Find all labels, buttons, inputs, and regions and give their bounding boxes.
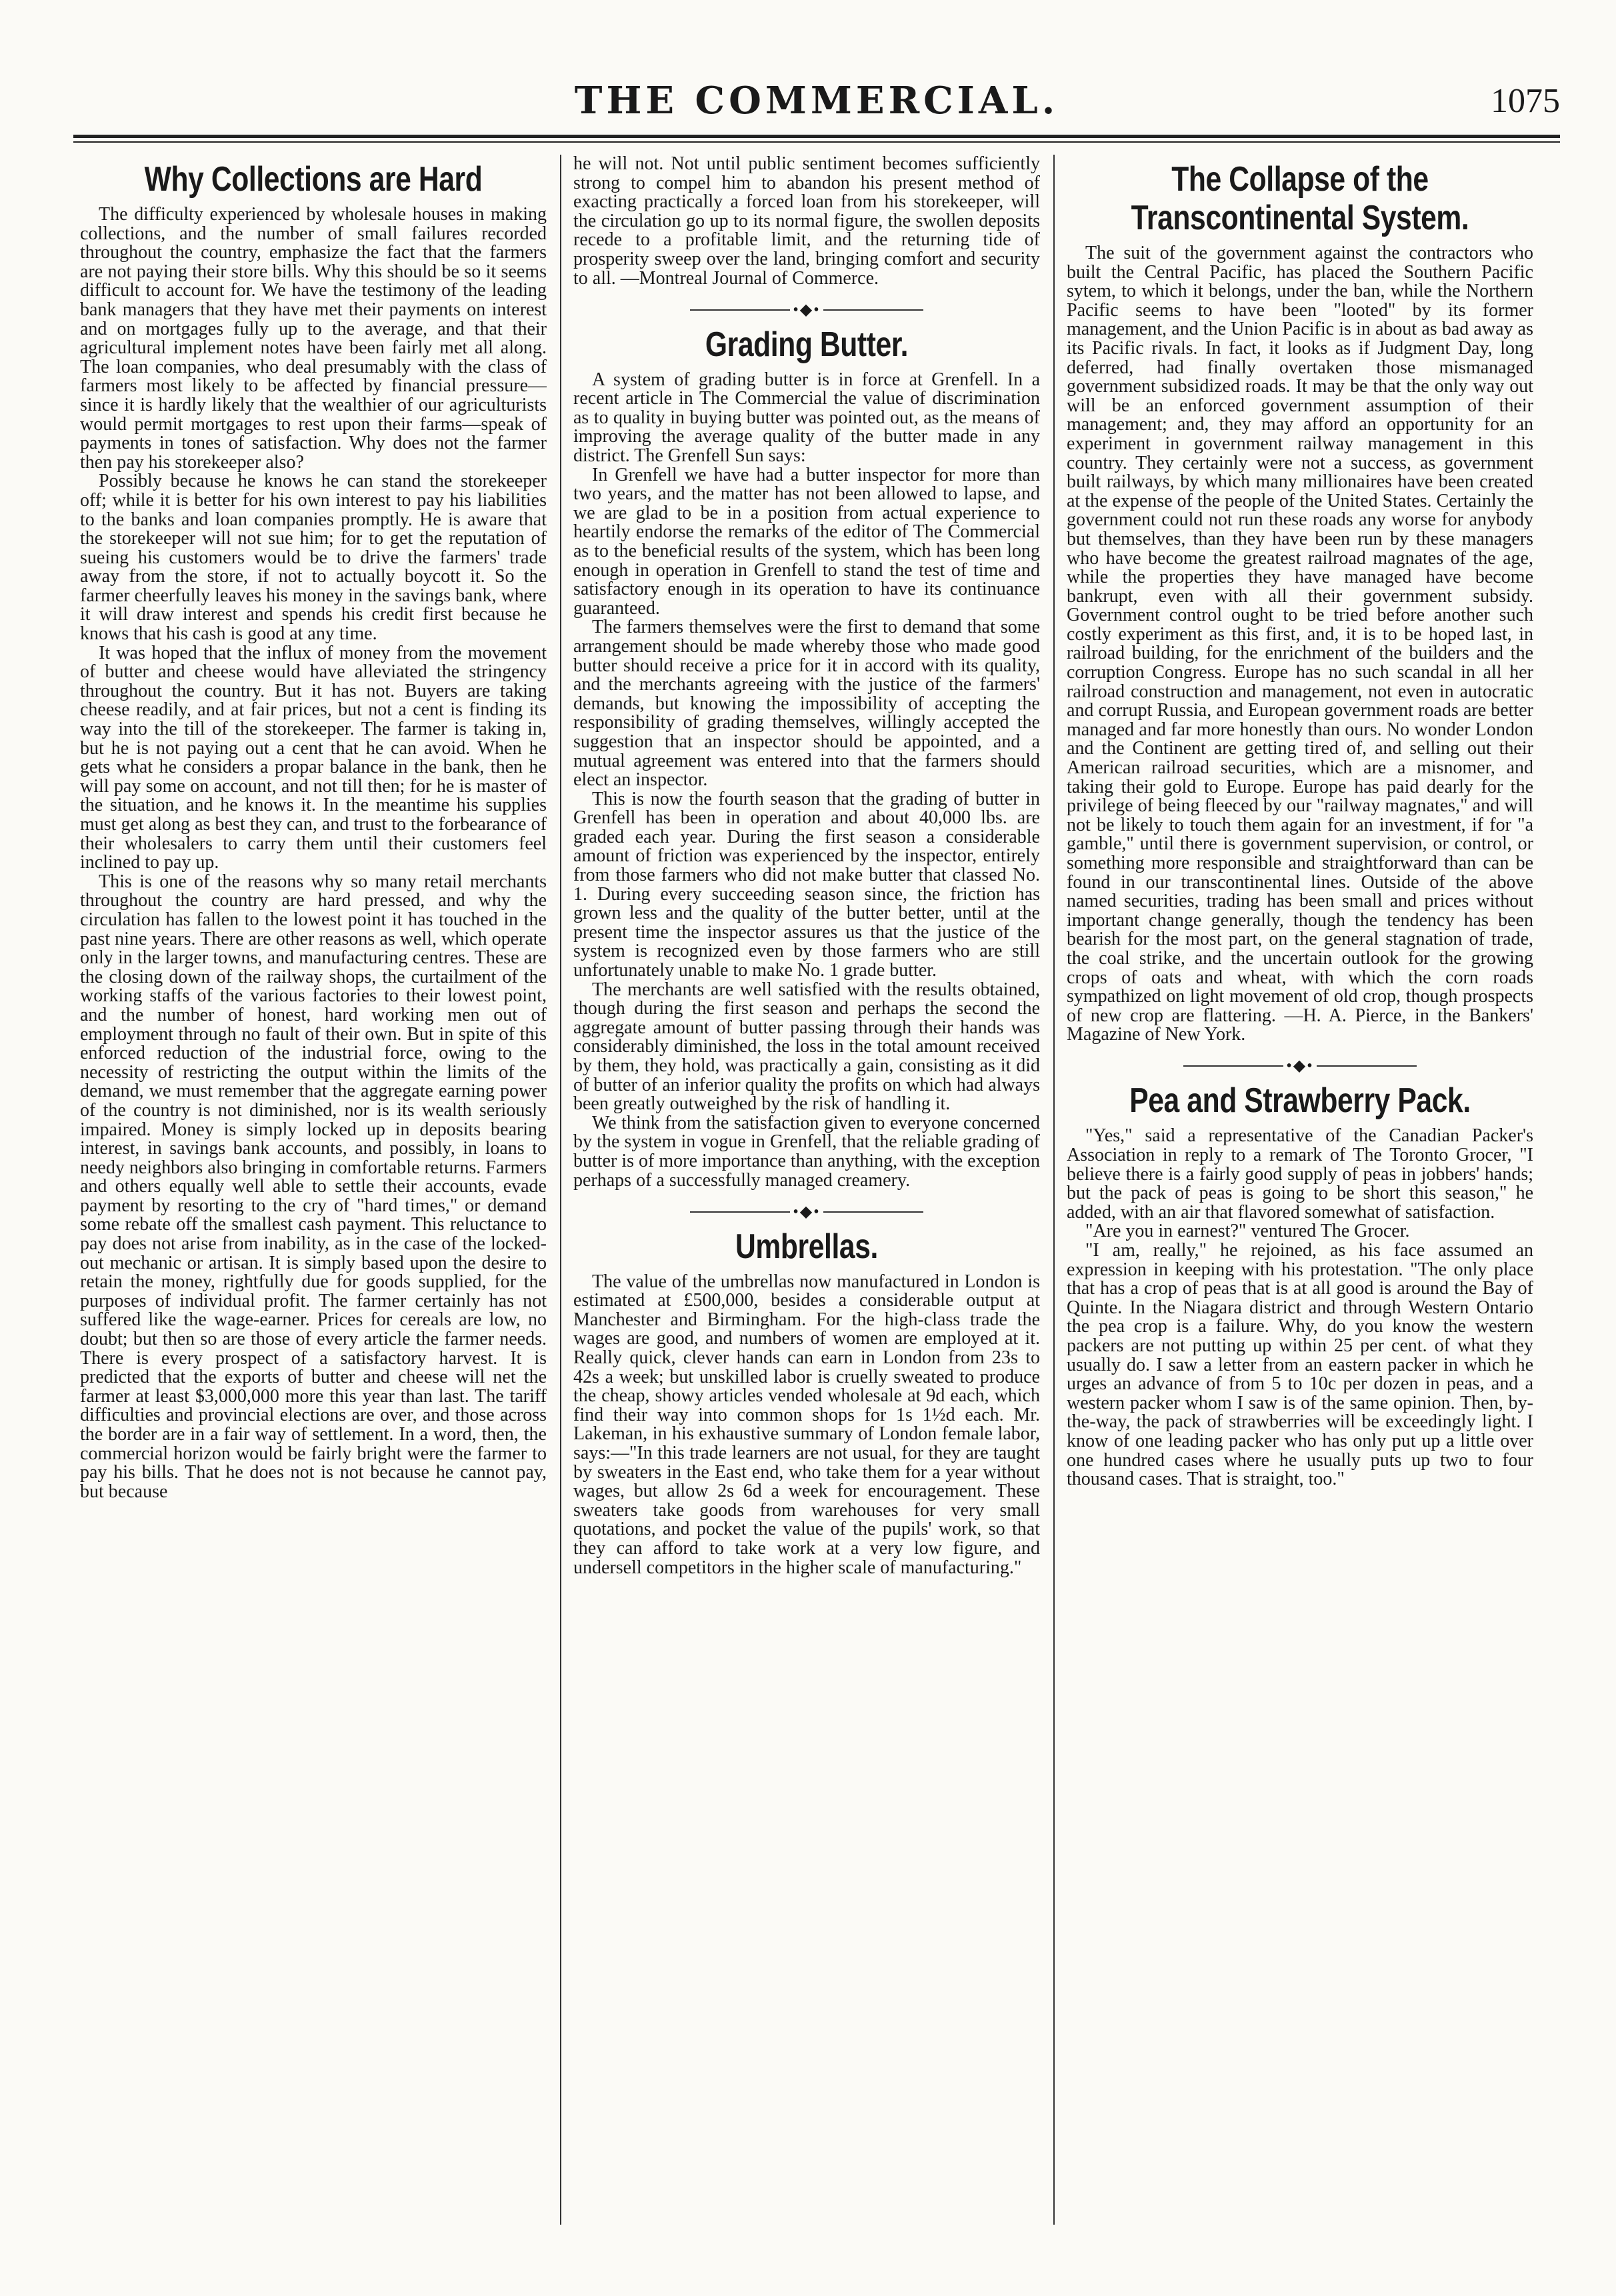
article-collapse — [1067, 160, 1533, 1045]
column-divider — [1053, 155, 1055, 2225]
article-title: Umbrellas. — [735, 1227, 878, 1266]
article-butter — [573, 325, 1040, 1191]
article-paragraph: "Are you in earnest?" ventured The Grocer. — [1085, 1221, 1410, 1242]
columns — [80, 155, 1540, 2238]
header-rule-thin — [73, 141, 1560, 143]
article-paragraph: The value of the umbrellas now manufactured in London is estimated at £500,000, besides a considerable output at Manchester and Birmingham. For the high-class trade the wages are good, and numbers of women are employed at it. Really quick, clever hands can earn in London from 23s to 42s a week; but unskilled labor is cruelly sweated to produce the cheap, showy articles vended wholesale at 9d each, which find their way into common shops for 1s 1½d each. Mr. Lakeman, in his exhaustive summary of London female labor, says:—"In this trade learners are not usual, for they are taught by sweaters in the East end, who take them for a year without wages, but allow 2s 6d a week for encouragement. These sweaters take goods from warehouses for very small quotations, and pocket the value of the pupils' work, so that they can afford to take work at a very low figure, and undersell competitors in the higher scale of manufacturing." — [573, 1271, 1040, 1578]
section-ornament: •◆• — [1067, 1055, 1533, 1076]
article-title: Pea and Strawberry Pack. — [1129, 1081, 1471, 1121]
column-3 — [1067, 155, 1533, 2228]
article-paragraph: "Yes," said a representative of the Canadian Packer's Association in reply to a remark of The Toronto Grocer, "I believe there is a fairly good supply of peas in jobbers' hands; but the pack of peas is going to be short this season," he added, with an air that flavored somewhat of satisfaction. — [1067, 1125, 1533, 1223]
article-paragraph: This is one of the reasons why so many retail merchants throughout the country are hard pressed, and why the circulation has fallen to the lowest point it has touched in the past nine years. There are other reasons as well, which operate only in the larger towns, and manufacturing centres. These are the closing down of the railway shops, the curtailment of the working staffs of the various factories to their lowest point, and the number of honest, hard working men out of employment through no fault of their own. But in spite of this enforced reduction of the industrial force, owing to the necessity of restricting the output within the limits of the demand, we must remember that the aggregate earning power of the country is not diminished, nor is its wealth seriously impaired. Money is simply locked up in deposits bearing interest, in savings bank accounts, and possibly, in loans to needy neighbors also bringing in comfortable returns. Farmers and others equally well able to settle their accounts, evade payment by resorting to the cry of "hard times," or demand some rebate off the smallest cash payment. This reluctance to pay does not arise from inability, as in the case of the locked-out mechanic or artisan. It is simply based upon the desire to retain the money, rightfully due for goods supplied, for the purposes of individual profit. The farmer certainly has not suffered like the wage-earner. Prices for cereals are low, no doubt; but then so are those of every article the farmer needs. There is every prospect of a satisfactory harvest. It is predicted that the exports of butter and cheese will net the farmer at least $3,000,000 more this year than last. The tariff difficulties and provincial elections are over, and those across the border are in a fair way of settlement. In a word, then, the commercial horizon would be fairly bright were the farmer to pay his bills. That he does not is not because he cannot pay, but because — [80, 871, 547, 1502]
page-number: 1075 — [1491, 82, 1560, 120]
article-paragraph: The farmers themselves were the first to demand that some arrangement should be made whereby those who made good butter should receive a price for it in accord with its quality, and the merchants agreeing with the justice of the farmers' demands, but knowing the impossibility of accepting the responsibility of grading themselves, willingly accepted the suggestion that an inspector should be appointed, and a mutual agreement was entered into that the farmers should elect an inspector. — [573, 617, 1040, 791]
article-paragraph: The merchants are well satisfied with the results obtained, though during the first season and perhaps the second the aggregate amount of butter passing through their hands was considerably diminished, the loss in the total amount received by them, they hold, was practically a gain, consisting as it did of butter of an inferior quality the profits on which had always been greatly outweighed by the risk of handling it. — [573, 979, 1040, 1115]
article-title: Why Collections are Hard — [144, 160, 483, 199]
section-ornament: •◆• — [573, 1201, 1040, 1221]
page-header — [73, 67, 1560, 140]
column-2 — [573, 155, 1040, 2228]
article-paragraph: It was hoped that the influx of money from the movement of butter and cheese would have alleviated the stringency throughout the country. But it has not. Buyers are taking cheese readily, and at fair prices, but not a cent is finding its way into the till of the storekeeper. The farmer is taking in, but he is not paying out a cent that he can avoid. When he gets what he considers a propar balance in the bank, then he will pay some on account, and not till then; for he is master of the situation, and he knows it. In the meantime his supplies must get along as best they can, and trust to the forbearance of their wholesalers to carry them until their customers feel inclined to pay up. — [80, 642, 547, 873]
article-title: Grading Butter. — [705, 325, 909, 364]
article-pea — [1067, 1081, 1533, 1489]
column-divider — [560, 155, 561, 2225]
article-paragraph: The difficulty experienced by wholesale houses in making collections, and the number of small failures recorded throughout the country, emphasize the fact that the farmers are not paying their store bills. Why this should be so it seems difficult to account for. We have the testimony of the leading bank managers that they have met their payments on interest and on mortgages fully up to the average, and that their agricultural implement notes have been fairly met all along. The loan companies, who deal presumably with the class of farmers most likely to be affected by financial pressure—since it is hardly likely that the wealthier of our agriculturists would permit mortgages to rest upon their farms—speak of payments in tones of satisfaction. Why does not the farmer then pay his storekeeper also? — [80, 204, 547, 473]
article-paragraph: "I am, really," he rejoined, as his face assumed an expression in keeping with his protestation. "The only place that has a crop of peas that is at all good is around the Bay of Quinte. In the Niagara district and through Western Ontario the pea crop is a failure. Why, do you know the western packers are not putting up within 25 per cent. of what they usually do. I saw a letter from an eastern packer in which he urges an advance of from 5 to 10c per dozen in peas, and a western packer whom I saw is of the same opinion. Then, by-the-way, the pack of strawberries will be exceedingly light. I know of one leading packer who has only put up a little over one hundred cases where he usually puts up two to four thousand cases. That is straight, too." — [1067, 1239, 1533, 1490]
section-ornament: •◆• — [573, 299, 1040, 319]
column-1 — [80, 155, 547, 2228]
article-paragraph: The suit of the government against the contractors who built the Central Pacific, has placed the Southern Pacific sytem, to which it belongs, under the ban, while the Northern Pacific seems to have been "looted" by its former management, and the Union Pacific is in about as bad away as its Pacific rivals. In fact, it looks as if Judgment Day, long deferred, had finally overtaken those mismanaged government subsidized roads. It may be that the only way out will be an enforced government assumption of their management; and, they may afford an opportunity for an experiment in government railway management in this country. They certainly were not a success, as government built railways, by which many millionaires have been created at the expense of the people of the United States. Certainly the government could not run these roads any worse for anybody but themselves, than they have been run by these managers who have become the greatest railroad magnates of the age, while the properties they have managed have become bankrupt, even with all their government subsidy. Government control ought to be tried before another such costly experiment as this first, and, it is to be hoped last, in railroad building, for the enrichment of the builders and the corruption Congress. Europe has no such scandal in all her railroad construction and management, not even in autocratic and corrupt Russia, and European government roads are better managed and far more honestly than ours. No wonder London and the Continent are getting tired of, and selling out their American railroad securities, which are a misnomer, and taking their gold to Europe. Europe has paid dearly for the privilege of being fleeced by our "railway magnates," and will not be likely to touch them again for an investment, if for "a gamble," until there is government supervision, or control, or something more responsible and straightforward than can be found in our transcontinental lines. Outside of the above named securities, trading has been small and prices without important change generally, though the tendency has been bearish for the most part, on the general stagnation of trade, the coal strike, and the uncertain outlook for the growing crops of oats and wheat, with which the corn roads sympathized on light movement of old crop, though prospects of new crop are flattering. —H. A. Pierce, in the Bankers' Magazine of New York. — [1067, 243, 1533, 1045]
article-umbrellas — [573, 1227, 1040, 1578]
header-rule — [73, 135, 1560, 138]
masthead: THE COMMERCIAL. — [574, 79, 1059, 123]
article-paragraph: This is now the fourth season that the grading of butter in Grenfell has been in operation and about 40,000 lbs. are graded each year. During the first season a considerable amount of friction was experienced by the inspector, entirely from those farmers who did not make butter that classed No. 1. During every succeeding season since, the friction has grown less and the quality of the butter better, until at the present time the inspector assures us that the justice of the system is recognized even by those farmers who are still unfortunately unable to make No. 1 grade butter. — [573, 788, 1040, 981]
article-paragraph-continued: he will not. Not until public sentiment becomes sufficiently strong to compel him to abandon his present method of exacting practically a forced loan from his storekeeper, will the circulation go up to its normal figure, the swollen deposits recede to a profitable limit, and the returning tide of prosperity sweep over the land, bringing comfort and security to all. —Montreal Journal of Commerce. — [573, 155, 1040, 289]
article-paragraph: A system of grading butter is in force at Grenfell. In a recent article in The Commercial the value of discrimination as to quality in buying butter was pointed out, as the means of improving the average quality of the butter made in any district. The Grenfell Sun says: — [573, 369, 1040, 467]
article-collections — [80, 160, 547, 1501]
article-paragraph: Possibly because he knows he can stand the storekeeper off; while it is better for his own interest to pay his liabilities to the banks and loan companies promptly. He is aware that the storekeeper will not sue him; for to get the reputation of sueing his customers would be to drive the farmers' trade away from the store, if not to actually boycott it. So the farmer cheerfully leaves his money in the savings bank, where it will draw interest and spends his credit first because he knows that his cash is good at any time. — [80, 471, 547, 645]
article-paragraph: We think from the satisfaction given to everyone concerned by the system in vogue in Grenfell, that the reliable grading of butter is of more importance than anything, with the exception perhaps of a successfully managed creamery. — [573, 1112, 1040, 1191]
article-paragraph: In Grenfell we have had a butter inspector for more than two years, and the matter has not been allowed to lapse, and we are glad to be in a position from actual experience to heartily endorse the remarks of the editor of The Commercial as to the beneficial results of the system, which has been long enough in operation in Grenfell to stand the test of time and satisfactory enough in its operation to have its continuance guaranteed. — [573, 464, 1040, 619]
article-title: The Collapse of the Transcontinental System. — [1131, 160, 1469, 237]
